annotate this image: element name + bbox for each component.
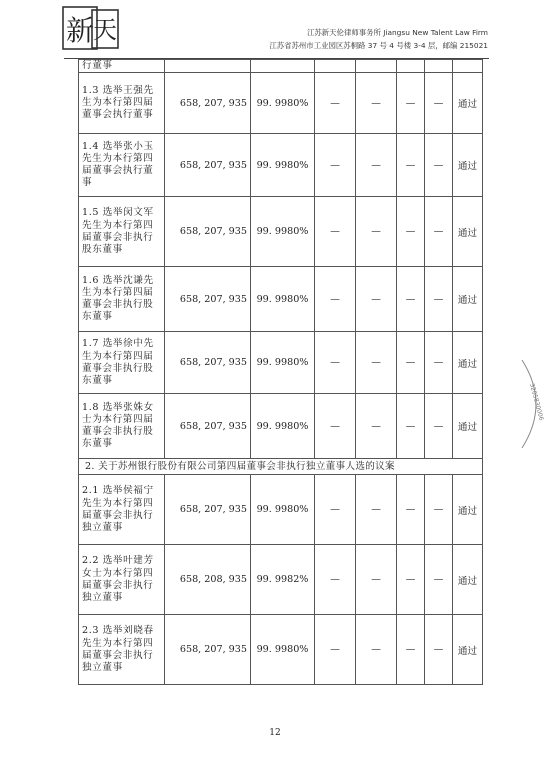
- percent-cell: 99. 9980%: [251, 267, 315, 332]
- table-row: [79, 394, 483, 459]
- against-percent-cell: —: [356, 73, 397, 134]
- item-name-cell: 1.5 选举闵文军先生为本行第四届董事会非执行股东董事: [79, 197, 165, 267]
- abstain-shares-cell: —: [397, 134, 425, 197]
- against-shares-cell: —: [315, 332, 356, 394]
- result-cell: 通过: [453, 475, 483, 545]
- voting-results-table: [78, 59, 483, 685]
- table-row: [79, 73, 483, 134]
- table-row: [79, 267, 483, 332]
- table-row: [79, 615, 483, 685]
- abstain-shares-cell: —: [397, 615, 425, 685]
- result-cell: 通过: [453, 267, 483, 332]
- shares-cell: 658, 207, 935: [165, 267, 251, 332]
- section-heading: 2. 关于苏州银行股份有限公司第四届董事会非执行独立董事人选的议案: [79, 459, 483, 475]
- shares-cell: 658, 207, 935: [165, 134, 251, 197]
- item-name-cell: 2.1 选举侯福宁先生为本行第四届董事会非执行独立董事: [79, 475, 165, 545]
- against-percent-cell: —: [356, 332, 397, 394]
- result-cell: 通过: [453, 545, 483, 615]
- abstain-percent-cell: —: [425, 615, 453, 685]
- against-percent-cell: —: [356, 475, 397, 545]
- firm-address: 江苏省苏州市工业园区苏桐路 37 号 4 号楼 3-4 层，邮编 215021: [269, 41, 488, 50]
- table-body: [79, 60, 483, 685]
- against-shares-cell: —: [315, 197, 356, 267]
- abstain-shares-cell: —: [397, 197, 425, 267]
- against-shares-cell: —: [315, 134, 356, 197]
- abstain-shares-cell: —: [397, 394, 425, 459]
- abstain-percent-cell: —: [425, 73, 453, 134]
- percent-cell: 99. 9980%: [251, 73, 315, 134]
- shares-cell: 658, 207, 935: [165, 615, 251, 685]
- percent-cell: 99. 9980%: [251, 134, 315, 197]
- table-row: [79, 60, 483, 73]
- against-percent-cell: —: [356, 197, 397, 267]
- table-row: [79, 475, 483, 545]
- abstain-percent-cell: —: [425, 134, 453, 197]
- item-name-cell: 2.2 选举叶建芳女士为本行第四届董事会非执行独立董事: [79, 545, 165, 615]
- svg-text:新: 新: [66, 14, 95, 47]
- item-name-cell: 1.3 选举王强先生为本行第四届董事会执行董事: [79, 73, 165, 134]
- shares-cell: 658, 207, 935: [165, 394, 251, 459]
- result-cell: 通过: [453, 615, 483, 685]
- abstain-percent-cell: —: [425, 197, 453, 267]
- abstain-shares-cell: —: [397, 267, 425, 332]
- item-name-cell: 1.4 选举张小玉先生为本行第四届董事会执行董事: [79, 134, 165, 197]
- abstain-percent-cell: —: [425, 267, 453, 332]
- against-shares-cell: —: [315, 545, 356, 615]
- result-cell: 通过: [453, 394, 483, 459]
- section-row: [79, 459, 483, 475]
- firm-logo: [62, 6, 120, 52]
- shares-cell: 658, 207, 935: [165, 73, 251, 134]
- abstain-percent-cell: —: [425, 475, 453, 545]
- result-cell: 通过: [453, 134, 483, 197]
- table-row: [79, 134, 483, 197]
- against-percent-cell: —: [356, 394, 397, 459]
- result-cell: 通过: [453, 73, 483, 134]
- percent-cell: 99. 9980%: [251, 197, 315, 267]
- continued-cell: 行董事: [79, 60, 165, 73]
- shares-cell: 658, 208, 935: [165, 545, 251, 615]
- percent-cell: 99. 9982%: [251, 545, 315, 615]
- against-shares-cell: —: [315, 267, 356, 332]
- against-shares-cell: —: [315, 475, 356, 545]
- stamp-number: 3205830006: [528, 382, 545, 422]
- abstain-percent-cell: —: [425, 394, 453, 459]
- seal-stamp: [516, 356, 550, 452]
- percent-cell: 99. 9980%: [251, 615, 315, 685]
- result-cell: 通过: [453, 197, 483, 267]
- result-cell: 通过: [453, 332, 483, 394]
- percent-cell: 99. 9980%: [251, 475, 315, 545]
- against-percent-cell: —: [356, 134, 397, 197]
- abstain-shares-cell: —: [397, 545, 425, 615]
- against-percent-cell: —: [356, 615, 397, 685]
- against-shares-cell: —: [315, 394, 356, 459]
- abstain-shares-cell: —: [397, 475, 425, 545]
- svg-text:天: 天: [93, 16, 117, 44]
- percent-cell: 99. 9980%: [251, 332, 315, 394]
- against-percent-cell: —: [356, 545, 397, 615]
- item-name-cell: 1.7 选举徐中先生为本行第四届董事会非执行股东董事: [79, 332, 165, 394]
- item-name-cell: 2.3 选举刘晓春先生为本行第四届董事会非执行独立董事: [79, 615, 165, 685]
- table-row: [79, 197, 483, 267]
- item-name-cell: 1.6 选举沈谦先生为本行第四届董事会非执行股东董事: [79, 267, 165, 332]
- against-shares-cell: —: [315, 73, 356, 134]
- abstain-percent-cell: —: [425, 332, 453, 394]
- abstain-percent-cell: —: [425, 545, 453, 615]
- item-name-cell: 1.8 选举张姝女士为本行第四届董事会非执行股东董事: [79, 394, 165, 459]
- abstain-shares-cell: —: [397, 332, 425, 394]
- table-row: [79, 332, 483, 394]
- firm-name: 江苏新天伦律师事务所 Jiangsu New Talent Law Firm: [306, 28, 488, 37]
- percent-cell: 99. 9980%: [251, 394, 315, 459]
- table-row: [79, 545, 483, 615]
- page-number: 12: [269, 728, 281, 738]
- shares-cell: 658, 207, 935: [165, 332, 251, 394]
- against-shares-cell: —: [315, 615, 356, 685]
- firm-header: [228, 26, 488, 52]
- abstain-shares-cell: —: [397, 73, 425, 134]
- shares-cell: 658, 207, 935: [165, 475, 251, 545]
- shares-cell: 658, 207, 935: [165, 197, 251, 267]
- against-percent-cell: —: [356, 267, 397, 332]
